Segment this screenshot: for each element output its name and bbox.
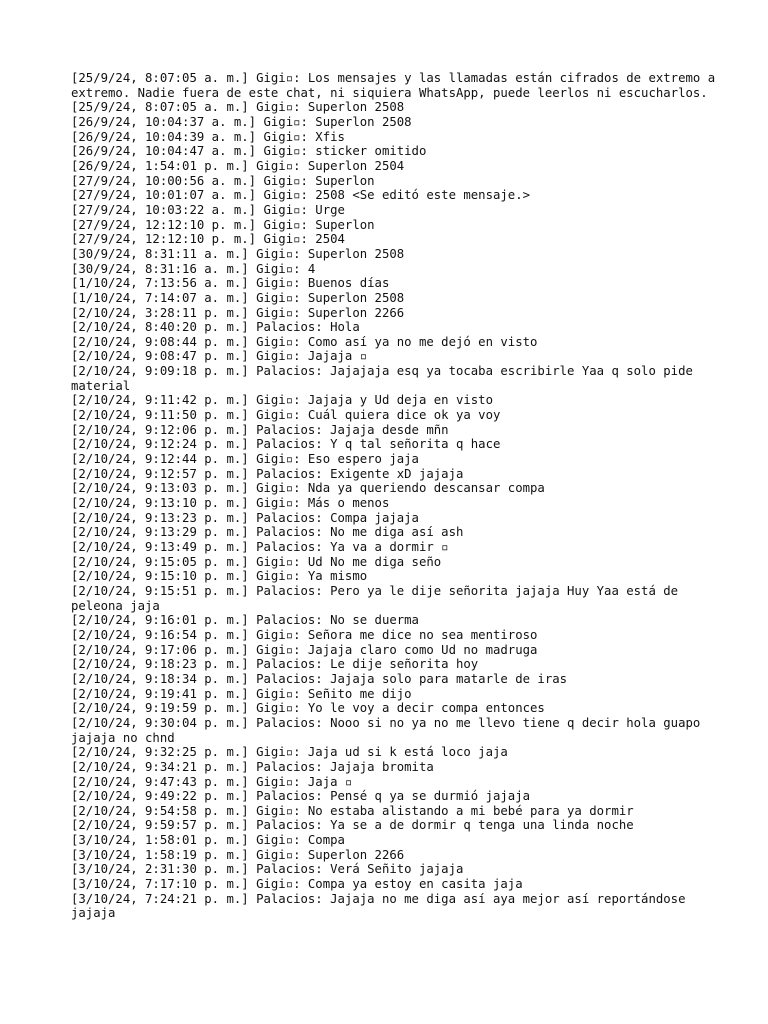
chat-line: [2/10/24, 9:54:58 p. m.] Gigi▫: No estaba alistando a mi bebé para ya dormir: [71, 803, 634, 818]
chat-line: [2/10/24, 9:15:51 p. m.] Palacios: Pero ya le dije señorita jajaja Huy Yaa está de peleona jaja: [71, 583, 686, 613]
chat-line: [27/9/24, 10:03:22 a. m.] Gigi▫: Urge: [71, 202, 345, 217]
chat-line: [27/9/24, 12:12:10 p. m.] Gigi▫: Superlon: [71, 217, 375, 232]
chat-line: [2/10/24, 9:32:25 p. m.] Gigi▫: Jaja ud si k está loco jaja: [71, 745, 508, 760]
chat-line: [2/10/24, 9:11:42 p. m.] Gigi▫: Jajaja y Ud deja en visto: [71, 393, 493, 408]
chat-line: [2/10/24, 9:13:03 p. m.] Gigi▫: Nda ya queriendo descansar compa: [71, 481, 545, 496]
chat-line: [2/10/24, 9:59:57 p. m.] Palacios: Ya se a de dormir q tenga una linda noche: [71, 818, 634, 833]
chat-line: [2/10/24, 9:13:29 p. m.] Palacios: No me diga así ash: [71, 525, 464, 540]
chat-line: [26/9/24, 1:54:01 p. m.] Gigi▫: Superlon 2504: [71, 158, 405, 173]
chat-line: [2/10/24, 9:49:22 p. m.] Palacios: Pensé q ya se durmió jajaja: [71, 789, 531, 804]
chat-line: [25/9/24, 8:07:05 a. m.] Gigi▫: Los mensajes y las llamadas están cifrados de extremo a extremo. Nadie fuera de este chat, ni siquiera WhatsApp, puede leerlos ni escucharlos.: [71, 71, 723, 100]
chat-line: [30/9/24, 8:31:16 a. m.] Gigi▫: 4: [71, 261, 316, 276]
chat-line: [2/10/24, 9:11:50 p. m.] Gigi▫: Cuál quiera dice ok ya voy: [71, 408, 501, 423]
chat-line: [1/10/24, 7:14:07 a. m.] Gigi▫: Superlon 2508: [71, 290, 405, 305]
chat-line: [26/9/24, 10:04:37 a. m.] Gigi▫: Superlon 2508: [71, 114, 412, 129]
chat-line: [2/10/24, 9:12:06 p. m.] Palacios: Jajaja desde mñn: [71, 422, 449, 437]
chat-line: [25/9/24, 8:07:05 a. m.] Gigi▫: Superlon 2508: [71, 100, 405, 115]
chat-line: [2/10/24, 9:08:47 p. m.] Gigi▫: Jajaja ▫: [71, 349, 368, 364]
chat-line: [30/9/24, 8:31:11 a. m.] Gigi▫: Superlon 2508: [71, 246, 405, 261]
chat-line: [2/10/24, 9:47:43 p. m.] Gigi▫: Jaja ▫: [71, 774, 353, 789]
chat-line: [3/10/24, 2:31:30 p. m.] Palacios: Verá Señito jajaja: [71, 862, 464, 877]
chat-line: [2/10/24, 9:18:34 p. m.] Palacios: Jajaja solo para matarle de iras: [71, 671, 568, 686]
chat-line: [26/9/24, 10:04:47 a. m.] Gigi▫: sticker omitido: [71, 144, 427, 159]
chat-line: [3/10/24, 1:58:19 p. m.] Gigi▫: Superlon 2266: [71, 847, 405, 862]
chat-line: [2/10/24, 3:28:11 p. m.] Gigi▫: Superlon 2266: [71, 305, 405, 320]
chat-line: [2/10/24, 9:19:41 p. m.] Gigi▫: Señito me dijo: [71, 686, 412, 701]
chat-line: [3/10/24, 7:24:21 p. m.] Palacios: Jajaja no me diga así aya mejor así reportándose jajaja: [71, 891, 693, 921]
chat-line: [2/10/24, 9:34:21 p. m.] Palacios: Jajaja bromita: [71, 759, 434, 774]
chat-line: [2/10/24, 9:13:10 p. m.] Gigi▫: Más o menos: [71, 496, 390, 511]
chat-line: [2/10/24, 9:30:04 p. m.] Palacios: Nooo si no ya no me llevo tiene q decir hola guapo jajaja no chnd: [71, 715, 708, 745]
chat-line: [26/9/24, 10:04:39 a. m.] Gigi▫: Xfis: [71, 129, 345, 144]
chat-line: [3/10/24, 7:17:10 p. m.] Gigi▫: Compa ya estoy en casita jaja: [71, 877, 523, 892]
chat-line: [2/10/24, 9:16:54 p. m.] Gigi▫: Señora me dice no sea mentiroso: [71, 627, 538, 642]
chat-line: [2/10/24, 9:15:10 p. m.] Gigi▫: Ya mismo: [71, 569, 368, 584]
chat-line: [2/10/24, 9:09:18 p. m.] Palacios: Jajajaja esq ya tocaba escribirle Yaa q solo pide material: [71, 364, 701, 393]
chat-line: [2/10/24, 9:12:44 p. m.] Gigi▫: Eso espero jaja: [71, 452, 419, 467]
chat-line: [2/10/24, 9:12:57 p. m.] Palacios: Exigente xD jajaja: [71, 466, 464, 481]
chat-line: [2/10/24, 9:17:06 p. m.] Gigi▫: Jajaja claro como Ud no madruga: [71, 642, 538, 657]
chat-line: [1/10/24, 7:13:56 a. m.] Gigi▫: Buenos días: [71, 276, 390, 291]
chat-line: [2/10/24, 9:12:24 p. m.] Palacios: Y q tal señorita q hace: [71, 437, 501, 452]
chat-line: [27/9/24, 10:00:56 a. m.] Gigi▫: Superlon: [71, 173, 375, 188]
chat-line: [2/10/24, 9:13:49 p. m.] Palacios: Ya va a dormir ▫: [71, 540, 449, 554]
chat-line: [2/10/24, 9:15:05 p. m.] Gigi▫: Ud No me diga seño: [71, 554, 442, 569]
chat-line: [27/9/24, 12:12:10 p. m.] Gigi▫: 2504: [71, 232, 345, 247]
chat-line: [2/10/24, 9:19:59 p. m.] Gigi▫: Yo le voy a decir compa entonces: [71, 701, 545, 716]
chat-line: [2/10/24, 8:40:20 p. m.] Palacios: Hola: [71, 320, 360, 335]
chat-line: [3/10/24, 1:58:01 p. m.] Gigi▫: Compa: [71, 833, 345, 848]
chat-line: [2/10/24, 9:18:23 p. m.] Palacios: Le dije señorita hoy: [71, 657, 479, 672]
chat-line: [2/10/24, 9:13:23 p. m.] Palacios: Compa jajaja: [71, 510, 419, 525]
chat-line: [2/10/24, 9:08:44 p. m.] Gigi▫: Como así ya no me dejó en visto: [71, 334, 538, 349]
chat-line: [2/10/24, 9:16:01 p. m.] Palacios: No se duerma: [71, 613, 419, 628]
chat-line: [27/9/24, 10:01:07 a. m.] Gigi▫: 2508 <Se editó este mensaje.>: [71, 188, 531, 203]
